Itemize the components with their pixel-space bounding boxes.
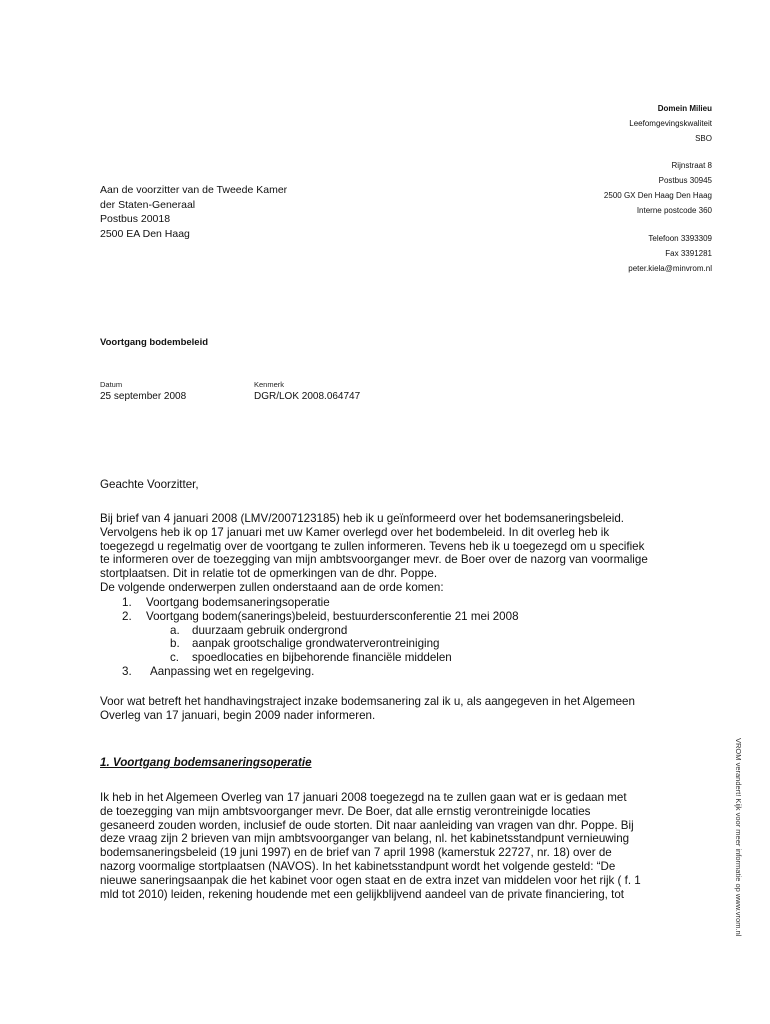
sender-fax: Fax 3391281 <box>665 249 712 258</box>
sender-block <box>492 101 712 276</box>
text-line: toegezegd u regelmatig over de voortgang te zullen informeren. Tevens heb ik u toegezegd om u specifiek <box>100 539 645 553</box>
sender-pobox: Postbus 30945 <box>658 176 712 185</box>
sidebar-note: VROM verandert! Kijk voor meer informatie op www.vrom.nl <box>734 738 743 937</box>
section-heading: 1. Voortgang bodemsaneringsoperatie <box>100 756 312 769</box>
list-item <box>100 596 722 610</box>
sender-dept: Leefomgevingskwaliteit <box>629 119 712 128</box>
list-text: spoedlocaties en bijbehorende financiële middelen <box>192 651 452 665</box>
paragraph-section1 <box>100 791 722 901</box>
list-number: a. <box>170 623 180 637</box>
list-item <box>100 665 722 679</box>
sender-email: peter.kiela@minvrom.nl <box>628 264 712 273</box>
sender-street: Rijnstraat 8 <box>671 161 712 170</box>
topic-list <box>100 596 722 679</box>
sender-unit: SBO <box>695 134 712 143</box>
text-line: Overleg van 17 januari, begin 2009 nader informeren. <box>100 708 376 722</box>
text-line: nieuwe saneringsaanpak die het kabinet voor ogen staat en de extra inzet van middelen voor het rijk ( f. 1 <box>100 873 641 887</box>
text-line: Vervolgens heb ik op 17 januari met uw Kamer overlegd over het bodembeleid. In dit overleg heb ik <box>100 525 610 539</box>
subject: Voortgang bodembeleid <box>100 337 209 348</box>
list-number: b. <box>170 637 180 651</box>
addressee-block <box>100 183 287 241</box>
text-line: de toezegging van mijn ambtsvoorganger mevr. De Boer, dat alle ernstig verontreinigde locaties <box>100 804 591 818</box>
text-line: te informeren over de toezegging van mijn ambtsvoorganger mevr. de Boer over de nazorg van voormalige <box>100 553 648 567</box>
list-text: Aanpassing wet en regelgeving. <box>150 664 315 678</box>
list-number: 1. <box>122 596 132 609</box>
paragraph-enforcement <box>100 695 722 723</box>
reference-label: Kenmerk <box>254 380 285 389</box>
addressee-line: Postbus 20018 <box>100 213 171 225</box>
sender-city: 2500 GX Den Haag Den Haag <box>603 191 712 200</box>
list-number: c. <box>170 651 180 665</box>
addressee-line: Aan de voorzitter van de Tweede Kamer <box>100 184 288 196</box>
text-line: mld tot 2010) leiden, rekening houdende met een gelijkblijvend aandeel van de private financiering, tot <box>100 887 625 901</box>
text-line: De volgende onderwerpen zullen onderstaand aan de orde komen: <box>100 580 444 594</box>
paragraph-intro <box>100 512 722 595</box>
list-item <box>100 637 722 651</box>
list-item <box>100 610 722 624</box>
text-line: stortplaatsen. Dit in relatie tot de opmerkingen van de dhr. Poppe. <box>100 567 438 581</box>
list-number: 2. <box>122 609 132 623</box>
text-line: nazorg voormalige stortplaatsen (NAVOS). In het kabinetsstandpunt wordt het volgende gesteld: “De <box>100 859 616 873</box>
list-text: duurzaam gebruik ondergrond <box>192 623 348 637</box>
text-line: deze vraag zijn 2 brieven van mijn ambtsvoorganger van belang, nl. het kabinetsstandpunt vernieuwing <box>100 832 630 846</box>
text-line: Bij brief van 4 januari 2008 (LMV/2007123185) heb ik u geïnformeerd over het bodemsaneringsbeleid. <box>100 512 624 525</box>
date-value: 25 september 2008 <box>100 391 187 402</box>
sender-org: Domein Milieu <box>657 104 712 113</box>
text-line: gesaneerd zouden worden, inclusief de oude storten. Dit naar aanleiding van vragen van dhr. Poppe. Bij <box>100 818 634 832</box>
addressee-line: der Staten-Generaal <box>100 198 196 211</box>
text-line: Ik heb in het Algemeen Overleg van 17 januari 2008 toegezegd na te zullen gaan wat er is gedaan met <box>100 791 627 804</box>
salutation: Geachte Voorzitter, <box>100 478 199 491</box>
addressee-line: 2500 EA Den Haag <box>100 227 190 240</box>
sender-phone: Telefoon 3393309 <box>648 234 712 243</box>
reference-value: DGR/LOK 2008.064747 <box>254 391 361 402</box>
sender-internal: Interne postcode 360 <box>636 206 712 215</box>
list-text: Voortgang bodemsaneringsoperatie <box>146 596 330 609</box>
list-item <box>100 651 722 665</box>
text-line: bodemsaneringsbeleid (19 juni 1997) en de brief van 7 april 1998 (kamerstuk 22727, nr. 18) over de <box>100 846 612 860</box>
list-text: Voortgang bodem(sanerings)beleid, bestuurdersconferentie 21 mei 2008 <box>146 609 519 623</box>
list-item <box>100 624 722 638</box>
date-label: Datum <box>100 380 123 389</box>
list-number: 3. <box>122 664 132 678</box>
list-text: aanpak grootschalige grondwaterverontreiniging <box>192 637 440 651</box>
text-line: Voor wat betreft het handhavingstraject inzake bodemsanering zal ik u, als aangegeven in het Algemeen <box>100 695 635 708</box>
